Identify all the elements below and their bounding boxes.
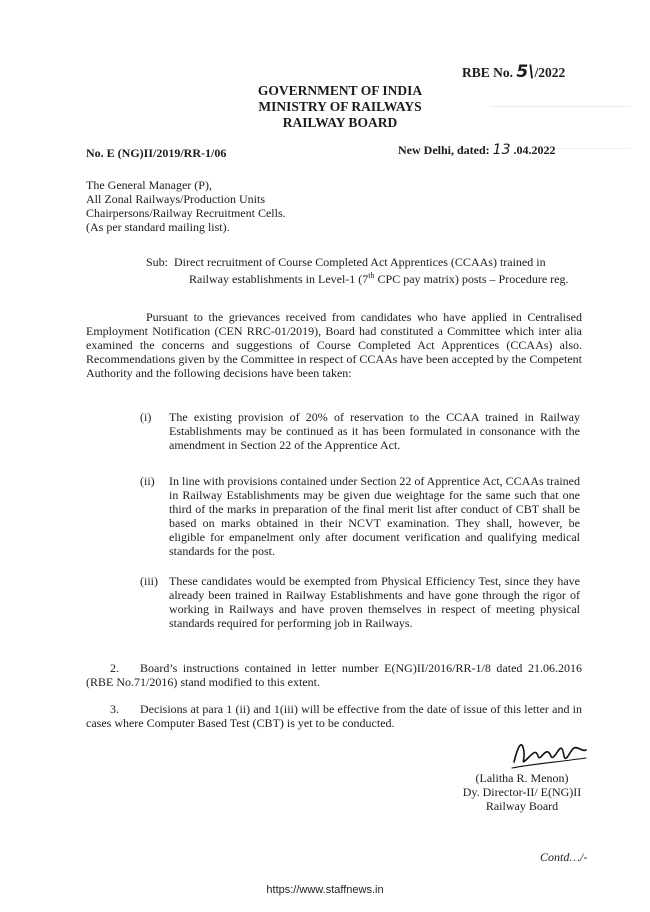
org-line: MINISTRY OF RAILWAYS	[258, 99, 422, 114]
paragraph-1: Pursuant to the grievances received from candidates who have applied in Centralised Employment Notification (CEN RRC-01/2019), Board had constituted a Committee which inter alia examined the concerns and suggestions of Course Completed Act Apprentices (CCAAs) also. Recommendations given by the Committee in respect of CCAAs have been accepted by the Competent Authority and the following decisions have been taken:	[86, 310, 582, 380]
rbe-handwritten-number: 5\	[516, 62, 535, 82]
signatory-office: Railway Board	[485, 799, 559, 813]
date-line: New Delhi, dated: 13 .04.2022	[398, 142, 556, 158]
org-line: RAILWAY BOARD	[282, 115, 398, 130]
handwritten-day: 13	[492, 142, 511, 158]
signatory-designation: Dy. Director-II/ E(NG)II	[462, 785, 582, 799]
paragraph-3: 3. Decisions at para 1 (ii) and 1(iii) will be effective from the date of issue of this letter and in cases where Computer Based Test (CBT) is yet to be conducted.	[86, 702, 582, 730]
subject: Sub: Direct recruitment of Course Completed Act Apprentices (CCAAs) trained in Railway establishments in Level-1 (7th CPC pay matrix) posts – Procedure reg.	[146, 255, 569, 286]
signatory-name: (Lalitha R. Menon)	[475, 771, 569, 785]
decision-item: (i) The existing provision of 20% of reservation to the CCAA trained in Railway Establishments may be continued as it has been formulated in consonance with the amendment in Section 22 of the Apprentice Act.	[140, 410, 580, 452]
decision-item: (iii) These candidates would be exempted from Physical Efficiency Test, since they have already been trained in Railway Establishments and have gone through the rigor of working in Railways and have proven themselves in respect of meeting physical standards required for performing job in Railways.	[140, 574, 580, 630]
letterhead	[210, 83, 470, 131]
footer-url[interactable]: https://www.staffnews.in	[266, 884, 384, 896]
bleed-through-mark	[490, 92, 630, 107]
signatory-block	[462, 771, 582, 813]
signature-image	[508, 728, 588, 776]
subject-label: Sub:	[146, 255, 169, 269]
org-line: GOVERNMENT OF INDIA	[257, 83, 423, 98]
file-number: No. E (NG)II/2019/RR-1/06	[86, 146, 227, 160]
continued-marker: Contd…/-	[540, 850, 588, 864]
decision-item: (ii) In line with provisions contained under Section 22 of Apprentice Act, CCAAs trained in Railway Establishments may be given due weightage for the same such that one third of the marks in preparation of the final merit list after conduct of CBT shall be based on marks obtained in their NCVT examination. They shall, however, be eligible for empanelment only after document verification and qualifying medical standards for the post.	[140, 474, 580, 558]
rbe-number: RBE No. 5\/2022	[462, 62, 566, 82]
paragraph-2: 2. Board’s instructions contained in letter number E(NG)II/2016/RR-1/8 dated 21.06.2016 (RBE No.71/2016) stand modified to this extent.	[86, 661, 582, 689]
addressee-block: The General Manager (P), All Zonal Railways/Production Units Chairpersons/Railway Recruitment Cells. (As per standard mailing list).	[86, 178, 286, 234]
